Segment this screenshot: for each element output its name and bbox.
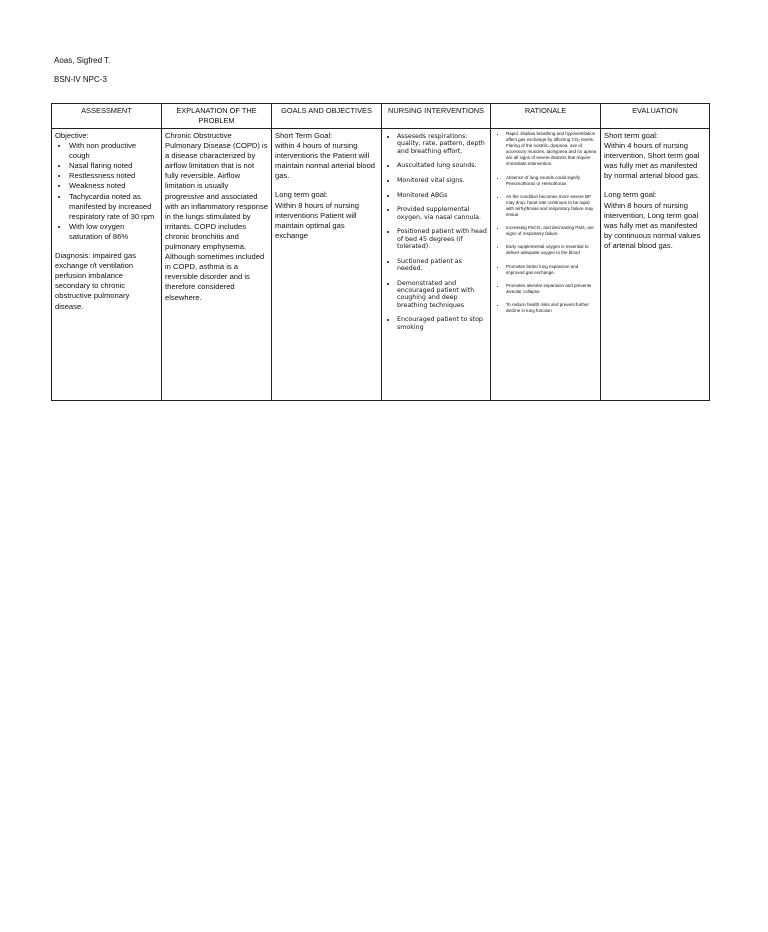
table-row: [52, 129, 710, 401]
list-item: • Increasing PaCO₂ and decreasing PaO₂ are signs of respiratory failure.: [506, 225, 597, 237]
explanation-cell: [162, 129, 272, 401]
list-item: • Demonstrated and encouraged patient with coughing and deep breathing techniques: [397, 280, 487, 310]
header-interventions: NURSING INTERVENTIONS: [382, 104, 491, 129]
list-item: • As the condition becomes more severe BP may drop, heart rate continues to be rapid with arrhythmias and respiratory failure may ensue.: [506, 194, 597, 218]
list-item: • Auscultated lung sounds.: [397, 162, 487, 169]
nursing-care-plan-table: [51, 103, 710, 401]
list-item: • Asseseds respirations: quality, rate, pattern, depth and breathing effort.: [397, 133, 487, 155]
interventions-cell: [382, 129, 491, 401]
rationale-cell: [491, 129, 601, 401]
list-item: • Weakness noted: [69, 181, 158, 191]
objective-label: Objective:: [55, 131, 89, 140]
eval-long-term-text: Within 8 hours of nursing intervention, Long term goal was fully met as manifested by continuous normal values of arterial blood gas.: [604, 200, 701, 250]
list-item: • With low oxygen saturation of 86%: [69, 222, 158, 242]
diagnosis-text: Diagnosis: impaired gas exchange r/t ventilation perfusion imbalance secondary to chronic obstructive pulmonary disease.: [55, 251, 137, 311]
assessment-cell: [52, 129, 162, 401]
objective-list: [55, 141, 158, 242]
long-term-goal-text: Within 8 hours of nursing interventions Patient will maintain optimal gas exchange: [275, 200, 359, 240]
list-item: • Encouraged patient to stop smoking: [397, 316, 487, 331]
student-name: Aoas, Sigfred T.: [54, 56, 111, 65]
header-explanation: EXPLANATION OF THE PROBLEM: [162, 104, 272, 129]
short-term-goal-text: within 4 hours of nursing interventions the Patient will maintain normal arterial blood gas.: [275, 141, 376, 181]
explanation-text: Chronic Obstructive Pulmonary Disease (COPD) is a disease characterized by airflow limitation that is not fully reversible. Airflow limitation is usually progressive and associated with an inflammatory response in the lungs stimulated by irritants. COPD includes chronic bronchitis and pulmonary emphysema. Although sometimes included in COPD, asthma is a reversible disorder and is therefore considered elsewhere.: [165, 131, 268, 302]
list-item: • Promotes better lung expansion and improved gas exchange.: [506, 264, 597, 276]
list-item: • Early supplemental oxygen is essential to deliver adequate oxygen to the blood: [506, 244, 597, 256]
eval-long-term-label: Long term goal:: [604, 190, 657, 200]
header-assessment: ASSESSMENT: [52, 104, 162, 129]
evaluation-cell: [601, 129, 710, 401]
list-item: • Restlessness noted: [69, 171, 158, 181]
list-item: • With non productive cough: [69, 141, 158, 161]
eval-short-term-text: Within 4 hours of nursing intervention, Short term goal was fully met as manifested by normal arterial blood gas.: [604, 141, 700, 181]
program-section: BSN-IV NPC-3: [54, 75, 107, 84]
list-item: • To reduce health risks and prevent further decline in lung function: [506, 302, 597, 314]
goals-cell: [272, 129, 382, 401]
list-item: • Positioned patient with head of bed 45 degrees (if tolerated).: [397, 228, 487, 250]
long-term-goal-label: Long term goal:: [275, 190, 328, 200]
list-item: • Provided supplemental oxygen, via nasal cannula.: [397, 206, 487, 221]
list-item: • Monitored vital signs.: [397, 177, 487, 184]
list-item: • Absence of lung sounds could signify Pneumothorax or Hemothorax.: [506, 175, 597, 187]
list-item: • Nasal flaring noted: [69, 161, 158, 171]
header-goals: GOALS AND OBJECTIVES: [272, 104, 382, 129]
list-item: • Rapid, shallow breathing and hypoventilation affect gas exchange by affecting CO₂ levels. Flaring of the nostrils, dyspnea, use of accessory muscles, tachypnea and /or apnea are all signs of severe distress that require immediate intervention.: [506, 131, 597, 168]
eval-short-term-label: Short term goal:: [604, 131, 659, 140]
list-item: • Tachycardia noted as manifested by increased respiratory rate of 30 rpm: [69, 192, 158, 222]
interventions-list: [385, 133, 487, 331]
list-item: • Monitored ABGs: [397, 192, 487, 199]
rationale-list: [494, 131, 597, 314]
header-rationale: RATIONALE: [491, 104, 601, 129]
table-header-row: [52, 104, 710, 129]
list-item: • Promotes alveolar expansion and prevents alveolar collapse.: [506, 283, 597, 295]
short-term-goal-label: Short Term Goal:: [275, 131, 333, 140]
list-item: • Suctioned patient as needed.: [397, 258, 487, 273]
header-evaluation: EVALUATION: [601, 104, 710, 129]
